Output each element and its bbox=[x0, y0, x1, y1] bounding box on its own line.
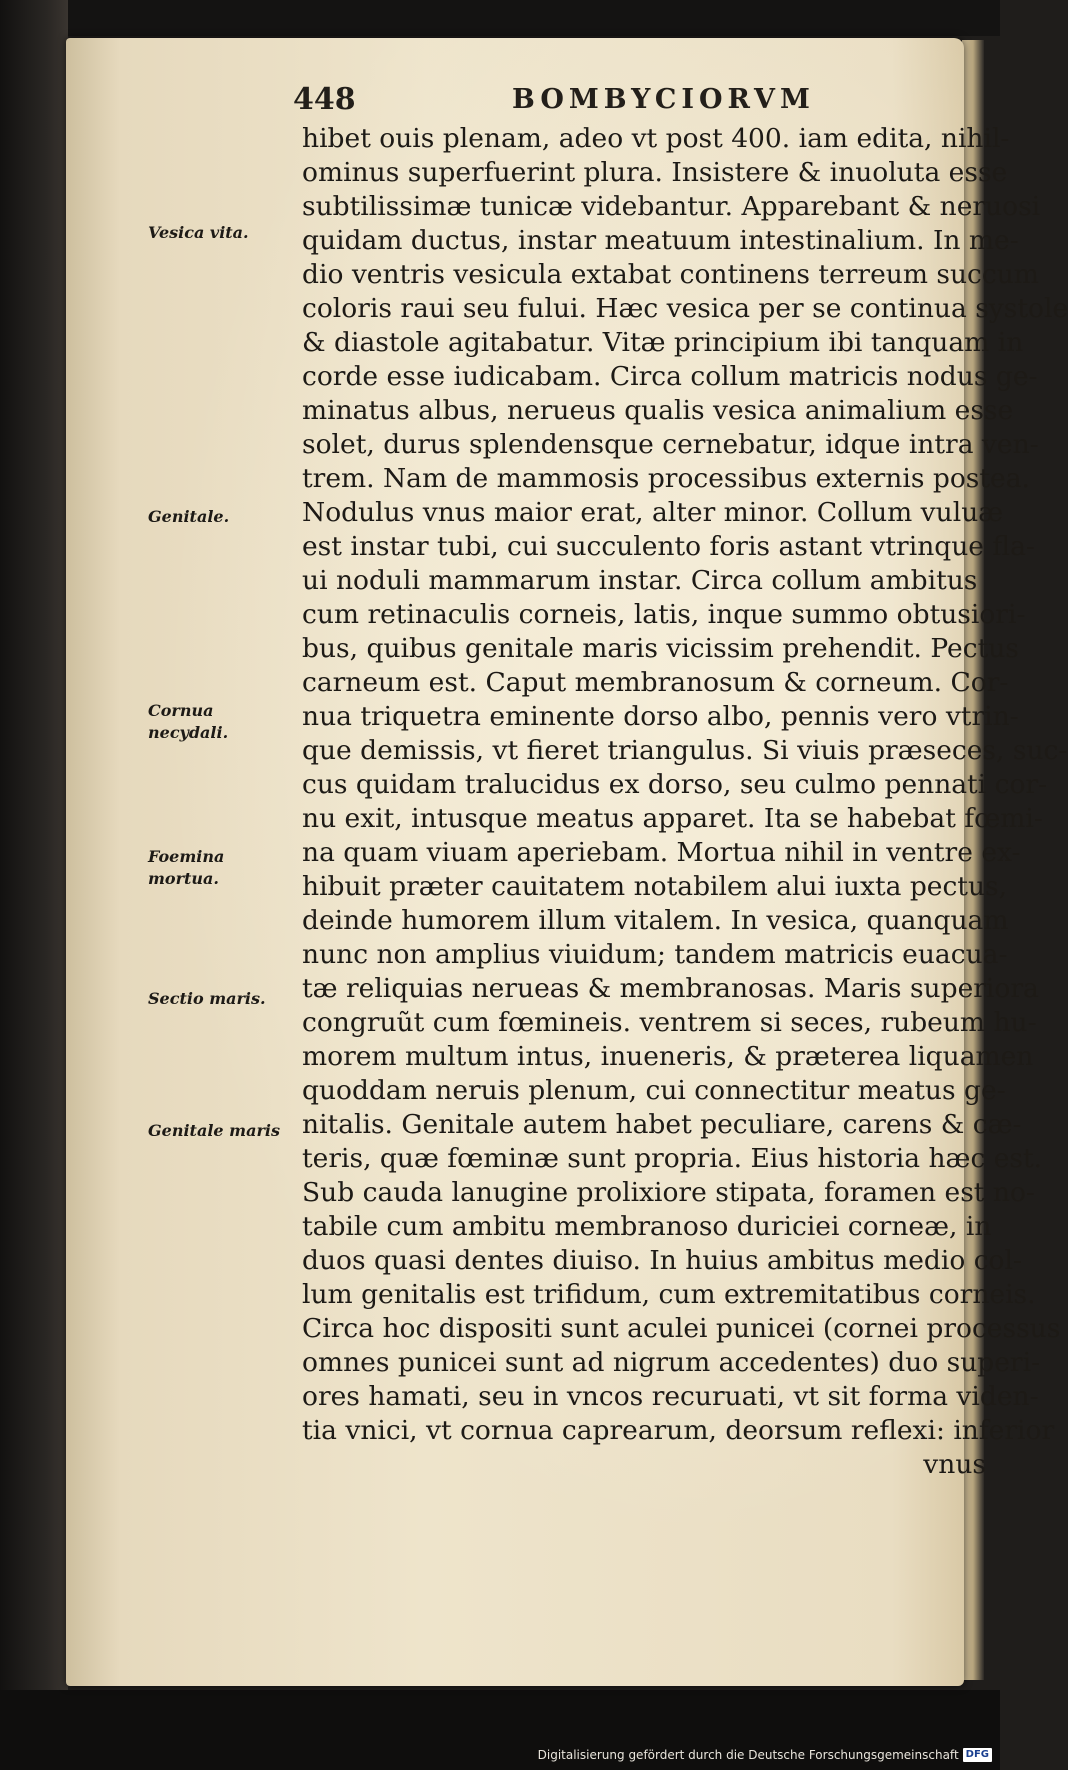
scan-background-left bbox=[0, 0, 68, 1770]
running-head: BOMBYCIORVM bbox=[512, 84, 815, 115]
marginal-note-sectio: Sectio maris. bbox=[148, 989, 266, 1008]
marginal-note-genitale: Genitale. bbox=[148, 507, 230, 526]
dfg-logo: DFG bbox=[963, 1748, 992, 1762]
text-line: nunc non amplius viuidum; tandem matricis euacua- bbox=[302, 939, 1008, 970]
text-line: minatus albus, nerueus qualis vesica animalium esse bbox=[302, 395, 1014, 426]
page-number: 448 bbox=[293, 82, 356, 117]
text-line: hibet ouis plenam, adeo vt post 400. iam edita, nihil- bbox=[302, 123, 1010, 154]
text-line: Circa hoc dispositi sunt aculei punicei (cornei processus bbox=[302, 1313, 1061, 1344]
marginal-note-genitale-maris: Genitale maris bbox=[148, 1121, 280, 1140]
text-line: na quam viuam aperiebam. Mortua nihil in ventre ex- bbox=[302, 837, 1021, 868]
text-line: congruũt cum fœmineis. ventrem si seces, rubeum hu- bbox=[302, 1007, 1037, 1038]
text-line: teris, quæ fœminæ sunt propria. Eius historia hæc est. bbox=[302, 1143, 1043, 1174]
scan-background-top bbox=[0, 0, 1000, 36]
credit-text: Digitalisierung gefördert durch die Deutsche Forschungsgemeinschaft bbox=[537, 1748, 959, 1762]
text-line: cum retinaculis corneis, latis, inque summo obtusiori- bbox=[302, 599, 1026, 630]
text-line: quidam ductus, instar meatuum intestinalium. In me- bbox=[302, 225, 1019, 256]
text-line: quoddam neruis plenum, cui connectitur meatus ge- bbox=[302, 1075, 1006, 1106]
marginal-note-vesica: Vesica vita. bbox=[148, 223, 249, 242]
text-line: ores hamati, seu in vncos recuruati, vt sit forma viden- bbox=[302, 1381, 1039, 1412]
text-line: coloris raui seu fului. Hæc vesica per se continua systole bbox=[302, 293, 1068, 324]
text-line: morem multum intus, inueneris, & præterea liquamen bbox=[302, 1041, 1034, 1072]
digitization-credit bbox=[538, 1748, 992, 1762]
text-line: subtilissimæ tunicæ videbantur. Apparebant & neruosi bbox=[302, 191, 1041, 222]
text-line: solet, durus splendensque cernebatur, idque intra ven- bbox=[302, 429, 1039, 460]
text-line: Sub cauda lanugine prolixiore stipata, foramen est no- bbox=[302, 1177, 1035, 1208]
text-line: bus, quibus genitale maris vicissim prehendit. Pectus bbox=[302, 633, 1019, 664]
marginal-note-cornua: Cornua necydali. bbox=[148, 701, 229, 742]
text-line: nitalis. Genitale autem habet peculiare, carens & cæ- bbox=[302, 1109, 1022, 1140]
text-line: est instar tubi, cui succulento foris astant vtrinque fla- bbox=[302, 531, 1035, 562]
text-line: que demissis, vt fieret triangulus. Si viuis præseces, suc- bbox=[302, 735, 1068, 766]
text-line: nua triquetra eminente dorso albo, pennis vero vtrin- bbox=[302, 701, 1019, 732]
text-line: ui noduli mammarum instar. Circa collum ambitus bbox=[302, 565, 978, 596]
text-line: hibuit præter cauitatem notabilem alui iuxta pectus, bbox=[302, 871, 1008, 902]
text-line: & diastole agitabatur. Vitæ principium ibi tanquam in bbox=[302, 327, 1024, 358]
text-line: ominus superfuerint plura. Insistere & inuoluta esse bbox=[302, 157, 1008, 188]
text-line: carneum est. Caput membranosum & corneum. Cor- bbox=[302, 667, 1009, 698]
text-line: nu exit, intusque meatus apparet. Ita se habebat fœmi- bbox=[302, 803, 1043, 834]
marginal-note-foemina: Foemina mortua. bbox=[148, 847, 225, 888]
text-line: cus quidam tralucidus ex dorso, seu culmo pennati cor- bbox=[302, 769, 1048, 800]
text-line: duos quasi dentes diuiso. In huius ambitus medio col- bbox=[302, 1245, 1022, 1276]
text-line: dio ventris vesicula extabat continens terreum succum bbox=[302, 259, 1039, 290]
text-line: tæ reliquias nerueas & membranosas. Maris superiora bbox=[302, 973, 1039, 1004]
text-line: corde esse iudicabam. Circa collum matricis nodus ge- bbox=[302, 361, 1038, 392]
text-line: Nodulus vnus maior erat, alter minor. Collum vuluæ bbox=[302, 497, 1004, 528]
text-line: tabile cum ambitu membranoso duriciei corneæ, in bbox=[302, 1211, 992, 1242]
catchword: vnus bbox=[923, 1449, 986, 1480]
text-line: omnes punicei sunt ad nigrum accedentes) duo superi- bbox=[302, 1347, 1041, 1378]
text-line: deinde humorem illum vitalem. In vesica, quanquam bbox=[302, 905, 1009, 936]
text-line: tia vnici, vt cornua caprearum, deorsum reflexi: inferior bbox=[302, 1415, 1055, 1446]
text-line: lum genitalis est trifidum, cum extremitatibus corneis. bbox=[302, 1279, 1036, 1310]
text-line: trem. Nam de mammosis processibus externis postea. bbox=[302, 463, 1030, 494]
